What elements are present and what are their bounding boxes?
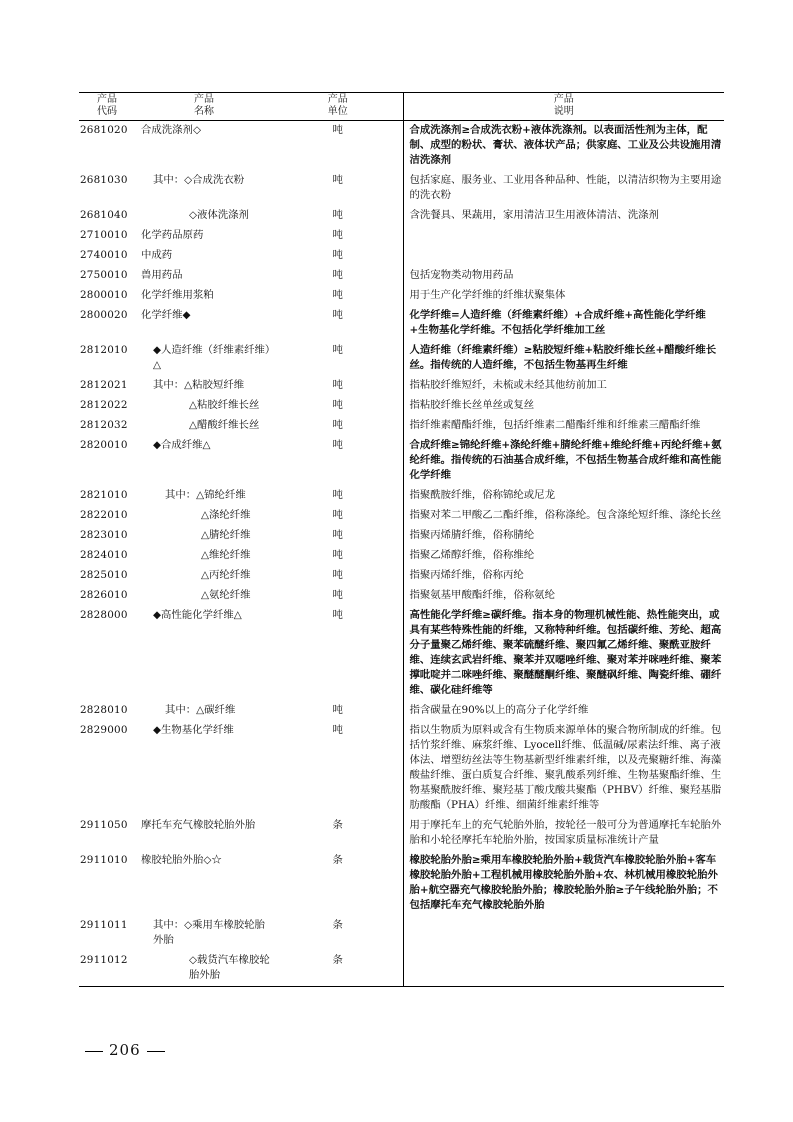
table-row bbox=[79, 226, 724, 246]
product-name: 橡胶轮胎外胎◇☆ bbox=[141, 854, 222, 866]
product-code: 2812032 bbox=[80, 419, 128, 431]
product-name: △腈纶纤维 bbox=[201, 529, 251, 541]
table-row bbox=[79, 306, 724, 341]
product-name: 合成洗涤剂◇ bbox=[141, 124, 201, 136]
product-description: 合成洗涤剂≥合成洗衣粉+液体洗涤剂。以表面活性剂为主体，配制、成型的粉状、膏状、液体状产品；供家庭、工业及公共设施用清洁洗涤剂 bbox=[403, 121, 724, 172]
product-unit: 吨 bbox=[332, 489, 343, 501]
product-code: 2681020 bbox=[80, 124, 128, 136]
product-description: 包括宠物类动物用药品 bbox=[403, 266, 724, 286]
product-description bbox=[403, 916, 724, 951]
table-row bbox=[79, 171, 724, 206]
product-code: 2800010 bbox=[80, 289, 128, 301]
table-row bbox=[79, 266, 724, 286]
product-unit: 吨 bbox=[332, 209, 343, 221]
table-row bbox=[79, 436, 724, 486]
product-code: 2824010 bbox=[80, 549, 128, 561]
table-row bbox=[79, 816, 724, 851]
table-row bbox=[79, 416, 724, 436]
product-code: 2681030 bbox=[80, 174, 128, 186]
product-unit: 吨 bbox=[332, 569, 343, 581]
product-unit: 吨 bbox=[332, 609, 343, 621]
product-description: 指含碳量在90%以上的高分子化学纤维 bbox=[403, 701, 724, 721]
product-code: 2812021 bbox=[80, 379, 128, 391]
product-name: 化学药品原药 bbox=[141, 229, 204, 241]
table-row bbox=[79, 851, 724, 916]
product-description bbox=[403, 246, 724, 266]
table-body bbox=[79, 121, 724, 987]
product-description: 指聚乙烯醇纤维，俗称维纶 bbox=[403, 546, 724, 566]
table-row bbox=[79, 586, 724, 606]
table-row bbox=[79, 286, 724, 306]
product-code: 2911011 bbox=[80, 919, 128, 931]
header-desc: 产品 说明 bbox=[403, 93, 724, 121]
product-name: △丙纶纤维 bbox=[201, 569, 251, 581]
product-name: 其中：◇乘用车橡胶轮胎外胎 bbox=[153, 919, 265, 946]
product-code: 2823010 bbox=[80, 529, 128, 541]
product-code: 2911012 bbox=[79, 951, 135, 987]
table-row bbox=[79, 121, 724, 172]
product-name: ◇液体洗涤剂 bbox=[189, 209, 249, 221]
product-name: 兽用药品 bbox=[141, 269, 183, 281]
table-row bbox=[79, 566, 724, 586]
product-description: 指聚丙烯纤维，俗称丙纶 bbox=[403, 566, 724, 586]
product-name: 其中：△粘胶短纤维 bbox=[153, 379, 245, 391]
product-code: 2826010 bbox=[80, 589, 128, 601]
table-row bbox=[79, 246, 724, 266]
product-unit: 吨 bbox=[332, 704, 343, 716]
product-name: △粘胶纤维长丝 bbox=[189, 399, 260, 411]
product-unit: 吨 bbox=[332, 124, 343, 136]
product-name: 化学纤维用浆粕 bbox=[141, 289, 214, 301]
product-description: 高性能化学纤维≥碳纤维。指本身的物理机械性能、热性能突出，或具有某些特殊性能的纤维，又称特种纤维。包括碳纤维、芳纶、超高分子量聚乙烯纤维、聚苯硫醚纤维、聚四氟乙烯纤维、聚酰亚胺纤维、连续玄武岩纤维、聚苯并双噁唑纤维、聚对苯并咪唑纤维、聚苯撑吡啶并二咪唑纤维、聚醚醚酮纤维、聚醚砜纤维、陶瓷纤维、硼纤维、碳化硅纤维等 bbox=[403, 606, 724, 701]
product-code: 2812022 bbox=[80, 399, 128, 411]
product-description bbox=[403, 951, 724, 987]
product-unit: 条 bbox=[332, 919, 343, 931]
product-unit: 吨 bbox=[332, 249, 343, 261]
table-row bbox=[79, 526, 724, 546]
table-row bbox=[79, 396, 724, 416]
table-row bbox=[79, 951, 724, 987]
product-name: 中成药 bbox=[141, 249, 173, 261]
product-unit: 吨 bbox=[332, 419, 343, 431]
footer-dash-right bbox=[147, 1051, 165, 1052]
product-name: 其中：△锦纶纤维 bbox=[165, 489, 246, 501]
table-row bbox=[79, 916, 724, 951]
product-name: 摩托车充气橡胶轮胎外胎 bbox=[141, 819, 256, 831]
header-unit: 产品 单位 bbox=[273, 93, 403, 121]
product-name: 其中：△碳纤维 bbox=[165, 704, 236, 716]
product-code: 2911010 bbox=[80, 854, 128, 866]
product-description: 指以生物质为原料或含有生物质来源单体的聚合物所制成的纤维。包括竹浆纤维、麻浆纤维、Lyocell纤维、低温碱/尿素法纤维、离子液体法、增塑纺丝法等生物基新型纤维素纤维，以及壳聚糖纤维、海藻酸盐纤维、蛋白质复合纤维、聚乳酸系列纤维、生物基聚酯纤维、生物基聚酰胺纤维、聚羟基丁酸戊酸共聚酯（PHBV）纤维、聚羟基脂肪酸酯（PHA）纤维、细菌纤维素纤维等 bbox=[403, 721, 724, 816]
table-row bbox=[79, 701, 724, 721]
product-code: 2911050 bbox=[80, 819, 128, 831]
product-description: 用于摩托车上的充气轮胎外胎，按轮径一般可分为普通摩托车轮胎外胎和小轮径摩托车轮胎外胎，按国家质量标准统计产量 bbox=[403, 816, 724, 851]
product-code: 2828000 bbox=[80, 609, 128, 621]
product-description: 合成纤维≥锦纶纤维+涤纶纤维+腈纶纤维+维纶纤维+丙纶纤维+氨纶纤维。指传统的石油基合成纤维，不包括生物基合成纤维和高性能化学纤维 bbox=[403, 436, 724, 486]
product-name: 其中：◇合成洗衣粉 bbox=[153, 174, 245, 186]
product-description: 指粘胶纤维长丝单丝或复丝 bbox=[403, 396, 724, 416]
page-footer bbox=[79, 1041, 171, 1059]
product-name: △氨纶纤维 bbox=[201, 589, 251, 601]
product-description: 指聚氨基甲酸酯纤维，俗称氨纶 bbox=[403, 586, 724, 606]
product-name: ◇载货汽车橡胶轮胎外胎 bbox=[135, 951, 273, 987]
product-code: 2681040 bbox=[80, 209, 128, 221]
product-description: 指聚丙烯腈纤维，俗称腈纶 bbox=[403, 526, 724, 546]
product-name: ◆合成纤维△ bbox=[153, 439, 211, 451]
product-unit: 条 bbox=[332, 819, 343, 831]
product-description: 人造纤维（纤维素纤维）≥粘胶短纤维+粘胶纤维长丝+醋酸纤维长丝。指传统的人造纤维，不包括生物基再生纤维 bbox=[403, 341, 724, 376]
header-code: 产品 代码 bbox=[79, 93, 135, 121]
table-row bbox=[79, 206, 724, 226]
product-description: 指聚对苯二甲酸乙二酯纤维，俗称涤纶。包含涤纶短纤维、涤纶长丝 bbox=[403, 506, 724, 526]
product-unit: 吨 bbox=[332, 379, 343, 391]
product-code: 2800020 bbox=[80, 309, 128, 321]
table-row bbox=[79, 506, 724, 526]
product-unit: 吨 bbox=[332, 529, 343, 541]
page-number: 206 bbox=[109, 1041, 141, 1059]
product-unit: 吨 bbox=[332, 724, 343, 736]
product-unit: 吨 bbox=[332, 509, 343, 521]
table-row bbox=[79, 546, 724, 566]
product-description: 橡胶轮胎外胎≥乘用车橡胶轮胎外胎+载货汽车橡胶轮胎外胎+客车橡胶轮胎外胎+工程机械用橡胶轮胎外胎+农、林机械用橡胶轮胎外胎+航空器充气橡胶轮胎外胎；橡胶轮胎外胎≥子午线轮胎外胎；不包括摩托车充气橡胶轮胎外胎 bbox=[403, 851, 724, 916]
product-name: ◆高性能化学纤维△ bbox=[153, 609, 242, 621]
product-code: 2825010 bbox=[80, 569, 128, 581]
product-code: 2821010 bbox=[80, 489, 128, 501]
product-name: △涤纶纤维 bbox=[201, 509, 251, 521]
product-unit: 吨 bbox=[332, 269, 343, 281]
product-code: 2710010 bbox=[80, 229, 128, 241]
product-unit: 条 bbox=[332, 854, 343, 866]
table-row bbox=[79, 341, 724, 376]
product-unit: 吨 bbox=[332, 174, 343, 186]
table-row bbox=[79, 721, 724, 816]
product-code: 2829000 bbox=[80, 724, 128, 736]
product-name: ◆生物基化学纤维 bbox=[153, 724, 234, 736]
product-unit: 吨 bbox=[332, 589, 343, 601]
table-header-row bbox=[79, 93, 724, 121]
product-unit: 吨 bbox=[332, 399, 343, 411]
table-row bbox=[79, 486, 724, 506]
product-unit: 吨 bbox=[332, 229, 343, 241]
product-code: 2828010 bbox=[80, 704, 128, 716]
product-description: 指聚酰胺纤维，俗称锦纶或尼龙 bbox=[403, 486, 724, 506]
product-unit: 吨 bbox=[332, 289, 343, 301]
product-name: ◆人造纤维（纤维素纤维）△ bbox=[153, 344, 271, 371]
product-table-page bbox=[79, 92, 724, 987]
product-code: 2740010 bbox=[80, 249, 128, 261]
product-description: 含洗餐具、果蔬用，家用清洁卫生用液体清洁、洗涤剂 bbox=[403, 206, 724, 226]
product-code: 2820010 bbox=[80, 439, 128, 451]
product-unit: 吨 bbox=[332, 344, 343, 356]
product-unit: 吨 bbox=[332, 549, 343, 561]
product-code: 2822010 bbox=[80, 509, 128, 521]
table-row bbox=[79, 606, 724, 701]
product-name: △醋酸纤维长丝 bbox=[189, 419, 260, 431]
table-row bbox=[79, 376, 724, 396]
product-description: 指粘胶纤维短纤，未梳或未经其他纺前加工 bbox=[403, 376, 724, 396]
product-description: 包括家庭、服务业、工业用各种品种、性能，以清洁织物为主要用途的洗衣粉 bbox=[403, 171, 724, 206]
product-unit: 条 bbox=[273, 951, 403, 987]
product-description: 指纤维素醋酯纤维，包括纤维素二醋酯纤维和纤维素三醋酯纤维 bbox=[403, 416, 724, 436]
product-description bbox=[403, 226, 724, 246]
product-description: 化学纤维=人造纤维（纤维素纤维）+合成纤维+高性能化学纤维+生物基化学纤维。不包括化学纤维加工丝 bbox=[403, 306, 724, 341]
product-table bbox=[79, 92, 724, 987]
header-name: 产品 名称 bbox=[135, 93, 273, 121]
footer-dash-left bbox=[85, 1051, 103, 1052]
product-unit: 吨 bbox=[332, 309, 343, 321]
product-code: 2750010 bbox=[80, 269, 128, 281]
product-name: 化学纤维◆ bbox=[141, 309, 191, 321]
product-unit: 吨 bbox=[332, 439, 343, 451]
product-code: 2812010 bbox=[80, 344, 128, 356]
product-description: 用于生产化学纤维的纤维状聚集体 bbox=[403, 286, 724, 306]
product-name: △维纶纤维 bbox=[201, 549, 251, 561]
